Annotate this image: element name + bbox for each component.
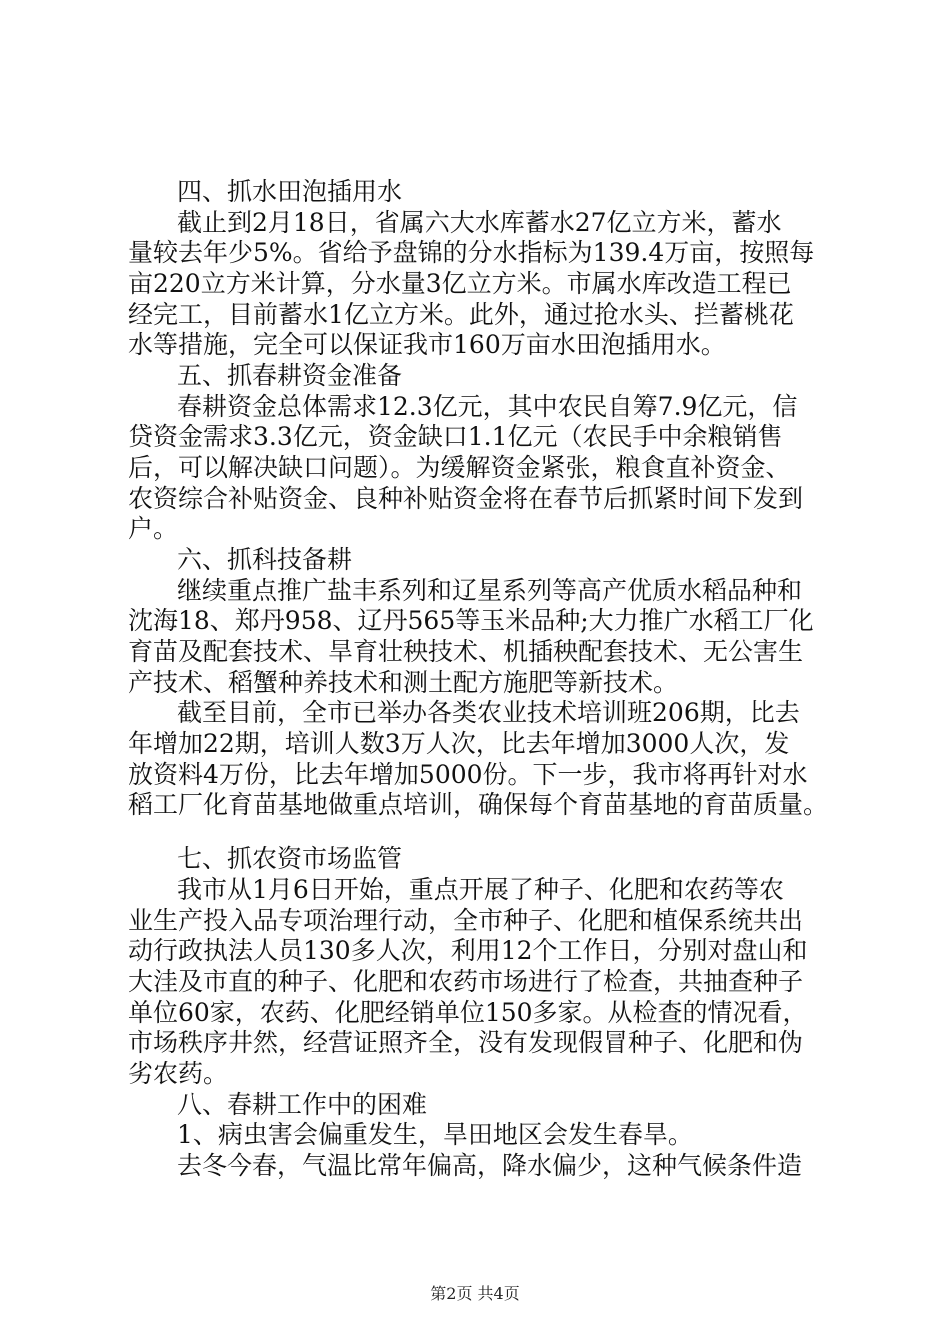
paragraph-line: 业生产投入品专项治理行动，全市种子、化肥和植保系统共出 xyxy=(128,906,804,935)
paragraph-line: 1、病虫害会偏重发生，旱田地区会发生春旱。 xyxy=(177,1120,693,1149)
paragraph-line: 年增加22期，培训人数3万人次，比去年增加3000人次，发 xyxy=(128,729,790,758)
paragraph-line: 市场秩序井然，经营证照齐全，没有发现假冒种子、化肥和伪 xyxy=(128,1028,804,1057)
paragraph-line: 经完工，目前蓄水1亿立方米。此外，通过抢水头、拦蓄桃花 xyxy=(128,300,794,329)
paragraph-line: 继续重点推广盐丰系列和辽星系列等高产优质水稻品种和 xyxy=(177,576,803,605)
paragraph-line: 水等措施，完全可以保证我市160万亩水田泡插用水。 xyxy=(128,330,726,359)
paragraph-line: 亩220立方米计算，分水量3亿立方米。市属水库改造工程已 xyxy=(128,269,792,298)
paragraph-line: 劣农药。 xyxy=(128,1059,229,1088)
paragraph-line: 春耕资金总体需求12.3亿元，其中农民自筹7.9亿元，信 xyxy=(177,392,798,421)
section-heading-6: 六、抓科技备耕 xyxy=(177,545,353,574)
paragraph-line: 放资料4万份，比去年增加5000份。下一步，我市将再针对水 xyxy=(128,760,808,789)
paragraph-line: 截至目前，全市已举办各类农业技术培训班206期，比去 xyxy=(177,698,800,727)
paragraph-line: 大洼及市直的种子、化肥和农药市场进行了检查，共抽查种子 xyxy=(128,967,804,996)
paragraph-line: 贷资金需求3.3亿元，资金缺口1.1亿元（农民手中余粮销售 xyxy=(128,422,783,451)
section-heading-8: 八、春耕工作中的困难 xyxy=(177,1090,428,1119)
paragraph-line: 单位60家，农药、化肥经销单位150多家。从检查的情况看， xyxy=(128,998,808,1027)
paragraph-line: 育苗及配套技术、旱育壮秧技术、机插秧配套技术、无公害生 xyxy=(128,637,804,666)
page-footer: 第2页 共4页 xyxy=(430,1284,520,1303)
paragraph-line: 去冬今春，气温比常年偏高，降水偏少，这种气候条件造 xyxy=(177,1151,803,1180)
paragraph-line: 产技术、稻蟹种养技术和测土配方施肥等新技术。 xyxy=(128,668,679,697)
paragraph-line: 量较去年少5%。省给予盘锦的分水指标为139.4万亩，按照每 xyxy=(128,238,815,267)
section-heading-7: 七、抓农资市场监管 xyxy=(177,844,403,873)
section-heading-5: 五、抓春耕资金准备 xyxy=(177,361,403,390)
paragraph-line: 截止到2月18日，省属六大水库蓄水27亿立方米，蓄水 xyxy=(177,208,782,237)
section-heading-4: 四、抓水田泡插用水 xyxy=(177,177,403,206)
paragraph-line: 沈海18、郑丹958、辽丹565等玉米品种;大力推广水稻工厂化 xyxy=(128,606,814,635)
paragraph-line: 我市从1月6日开始，重点开展了种子、化肥和农药等农 xyxy=(177,875,784,904)
paragraph-line: 后，可以解决缺口问题）。为缓解资金紧张，粮食直补资金、 xyxy=(128,453,791,482)
paragraph-line: 稻工厂化育苗基地做重点培训，确保每个育苗基地的育苗质量。 xyxy=(128,790,829,819)
paragraph-line: 户。 xyxy=(128,514,179,543)
paragraph-line: 动行政执法人员130多人次，利用12个工作日，分别对盘山和 xyxy=(128,936,808,965)
paragraph-line: 农资综合补贴资金、良种补贴资金将在春节后抓紧时间下发到 xyxy=(128,484,804,513)
